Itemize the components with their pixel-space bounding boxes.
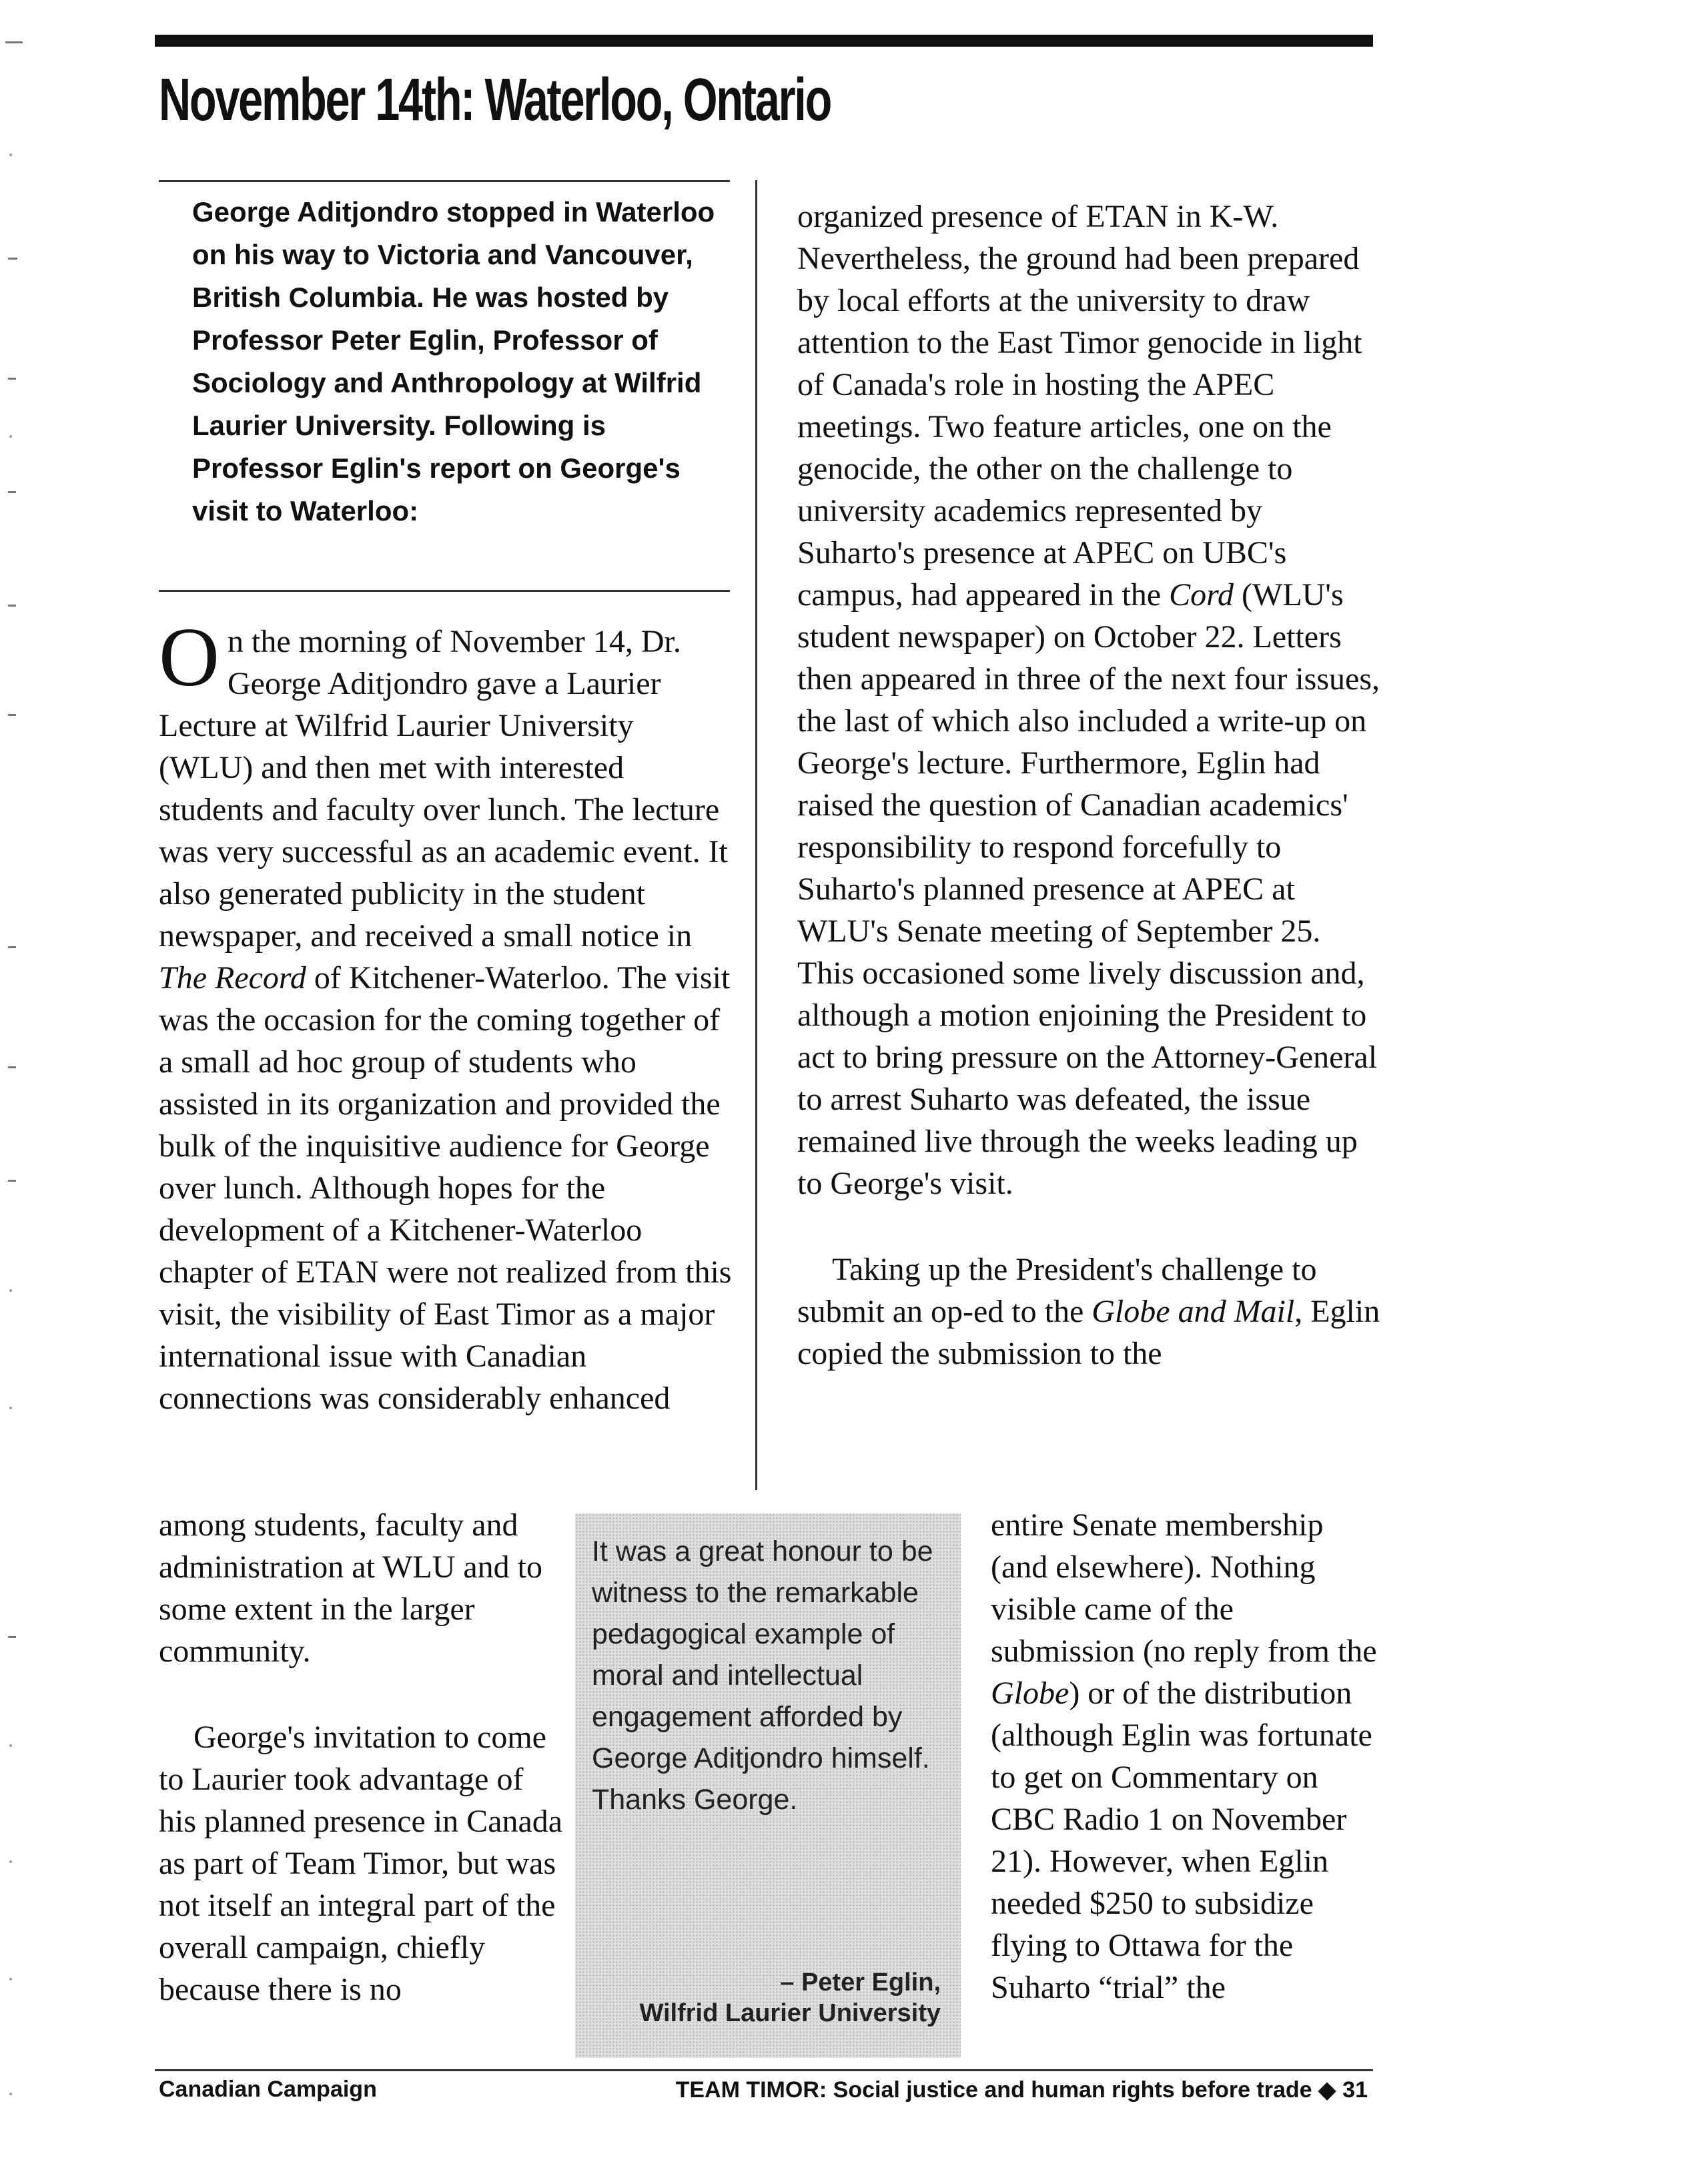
pull-quote-affiliation: Wilfrid Laurier University bbox=[639, 1999, 941, 2027]
scan-margin-dot bbox=[9, 2093, 12, 2095]
left-column-bottom bbox=[159, 1504, 566, 2011]
left-paragraph-2: George's invitation to come to Laurier took advantage of his planned presence in Canada as part of Team Timor, but was not itself an integral part of the overall campaign, chiefly because there is no bbox=[159, 1720, 563, 2007]
scan-margin-mark bbox=[8, 1066, 16, 1068]
right-column-bottom bbox=[991, 1504, 1378, 2009]
right-p2-continuation bbox=[991, 1504, 1378, 2009]
scan-margin-dot bbox=[9, 153, 12, 156]
left-column-top bbox=[159, 611, 734, 1419]
scan-margin-dot bbox=[9, 1860, 12, 1863]
right-p2-text-a: Taking up the President's challenge to submit an op-ed to the bbox=[797, 1252, 1317, 1329]
pull-quote-text: It was a great honour to be witness to the remarkable pedagogical example of moral and intellectual engagement afforded by George Aditjondro himself. Thanks George. bbox=[592, 1535, 933, 1816]
scan-margin-mark bbox=[8, 258, 17, 260]
right-p2-text-c: entire Senate membership (and elsewhere). Nothing visible came of the submission (no reply from the bbox=[991, 1507, 1377, 1669]
right-p2-text-b: , Eglin copied the submission to the bbox=[797, 1294, 1380, 1371]
pull-quote-box bbox=[575, 1513, 961, 2058]
right-p2-italic: Globe and Mail bbox=[1092, 1294, 1295, 1329]
right-paragraph-2 bbox=[797, 1248, 1384, 1375]
footer-rule bbox=[155, 2069, 1373, 2071]
scan-margin-mark bbox=[8, 714, 16, 716]
left-p1-continuation: among students, faculty and administration at WLU and to some extent in the larger community. bbox=[159, 1507, 542, 1669]
page-number: 31 bbox=[1342, 2077, 1368, 2103]
left-p1-italic: The Record bbox=[159, 960, 306, 996]
scan-margin-mark bbox=[8, 378, 16, 380]
pull-quote-author: – Peter Eglin, bbox=[780, 1968, 941, 1996]
scan-margin-mark bbox=[5, 41, 23, 43]
left-paragraph-1 bbox=[159, 611, 734, 1419]
scan-margin-dot bbox=[9, 1289, 12, 1292]
right-paragraph-1 bbox=[797, 196, 1384, 1204]
right-p2-text-d: ) or of the distribution (although Eglin was fortunate to get on Commentary on CBC Radio 1 on November 21). However, when Eglin needed $250 to subsidize flying to Ottawa for the Suharto “trial” the bbox=[991, 1676, 1372, 2005]
top-rule bbox=[155, 35, 1373, 47]
intro-top-rule bbox=[159, 180, 730, 182]
column-divider bbox=[755, 180, 757, 1490]
footer-running-title bbox=[676, 2077, 1368, 2103]
right-p1-italic: Cord bbox=[1169, 577, 1234, 613]
scan-margin-dot bbox=[9, 435, 12, 438]
footer-title: TEAM TIMOR: Social justice and human rights before trade ◆ bbox=[675, 2077, 1336, 2103]
scan-margin-dot bbox=[9, 1978, 12, 1980]
scan-margin-mark bbox=[8, 491, 16, 493]
scan-margin-mark bbox=[8, 946, 16, 948]
drop-cap: O bbox=[159, 611, 220, 704]
pull-quote-attribution bbox=[639, 1967, 941, 2029]
footer-section-label: Canadian Campaign bbox=[159, 2077, 377, 2102]
scan-margin-mark bbox=[8, 1636, 16, 1638]
page-title: November 14th: Waterloo, Ontario bbox=[159, 67, 831, 133]
left-p1-text-b: of Kitchener-Waterloo. The visit was the occasion for the coming together of a small ad hoc group of students who assisted in its organization and provided the bulk of the inquisitive audience for George over lunch. Although hopes for the development of a Kitchener-Waterloo chapter of ETAN were not realized from this visit, the visibility of East Timor as a major international issue with Canadian connections was considerably enhanced bbox=[159, 960, 732, 1416]
scan-margin-dot bbox=[9, 1744, 12, 1747]
scan-margin-dot bbox=[9, 1407, 12, 1409]
right-p1-text-a: organized presence of ETAN in K-W. Nevertheless, the ground had been prepared by local efforts at the university to draw attention to the East Timor genocide in light of Canada's role in hosting the APEC meetings. Two feature articles, one on the genocide, the other on the challenge to university academics represented by Suharto's presence at APEC on UBC's campus, had appeared in the bbox=[797, 199, 1362, 613]
right-p1-text-b: (WLU's student newspaper) on October 22. Letters then appeared in three of the next four issues, the last of which also included a write-up on George's lecture. Furthermore, Eglin had raised the question of Canadian academics' responsibility to respond forcefully to Suharto's planned presence at APEC at WLU's Senate meeting of September 25. This occasioned some lively discussion and, although a motion enjoining the President to act to bring pressure on the Attorney-General to arrest Suharto was defeated, the issue remained live through the weeks leading up to George's visit. bbox=[797, 577, 1380, 1201]
right-p2-italic-2: Globe bbox=[991, 1676, 1070, 1711]
right-column-top bbox=[797, 196, 1384, 1375]
scan-margin-mark bbox=[8, 1180, 16, 1182]
scan-margin-mark bbox=[8, 605, 16, 607]
left-p1-text-a: n the morning of November 14, Dr. George Aditjondro gave a Laurier Lecture at Wilfrid Laurier University (WLU) and then met with interested students and faculty over lunch. The lecture was very successful as an academic event. It also generated publicity in the student newspaper, and received a small notice in bbox=[159, 624, 728, 954]
intro-blurb: George Aditjondro stopped in Waterloo on his way to Victoria and Vancouver, British Columbia. He was hosted by Professor Peter Eglin, Professor of Sociology and Anthropology at Wilfrid Laurier University. Following is Professor Eglin's report on George's visit to Waterloo: bbox=[192, 196, 715, 526]
intro-bottom-rule bbox=[159, 590, 730, 592]
